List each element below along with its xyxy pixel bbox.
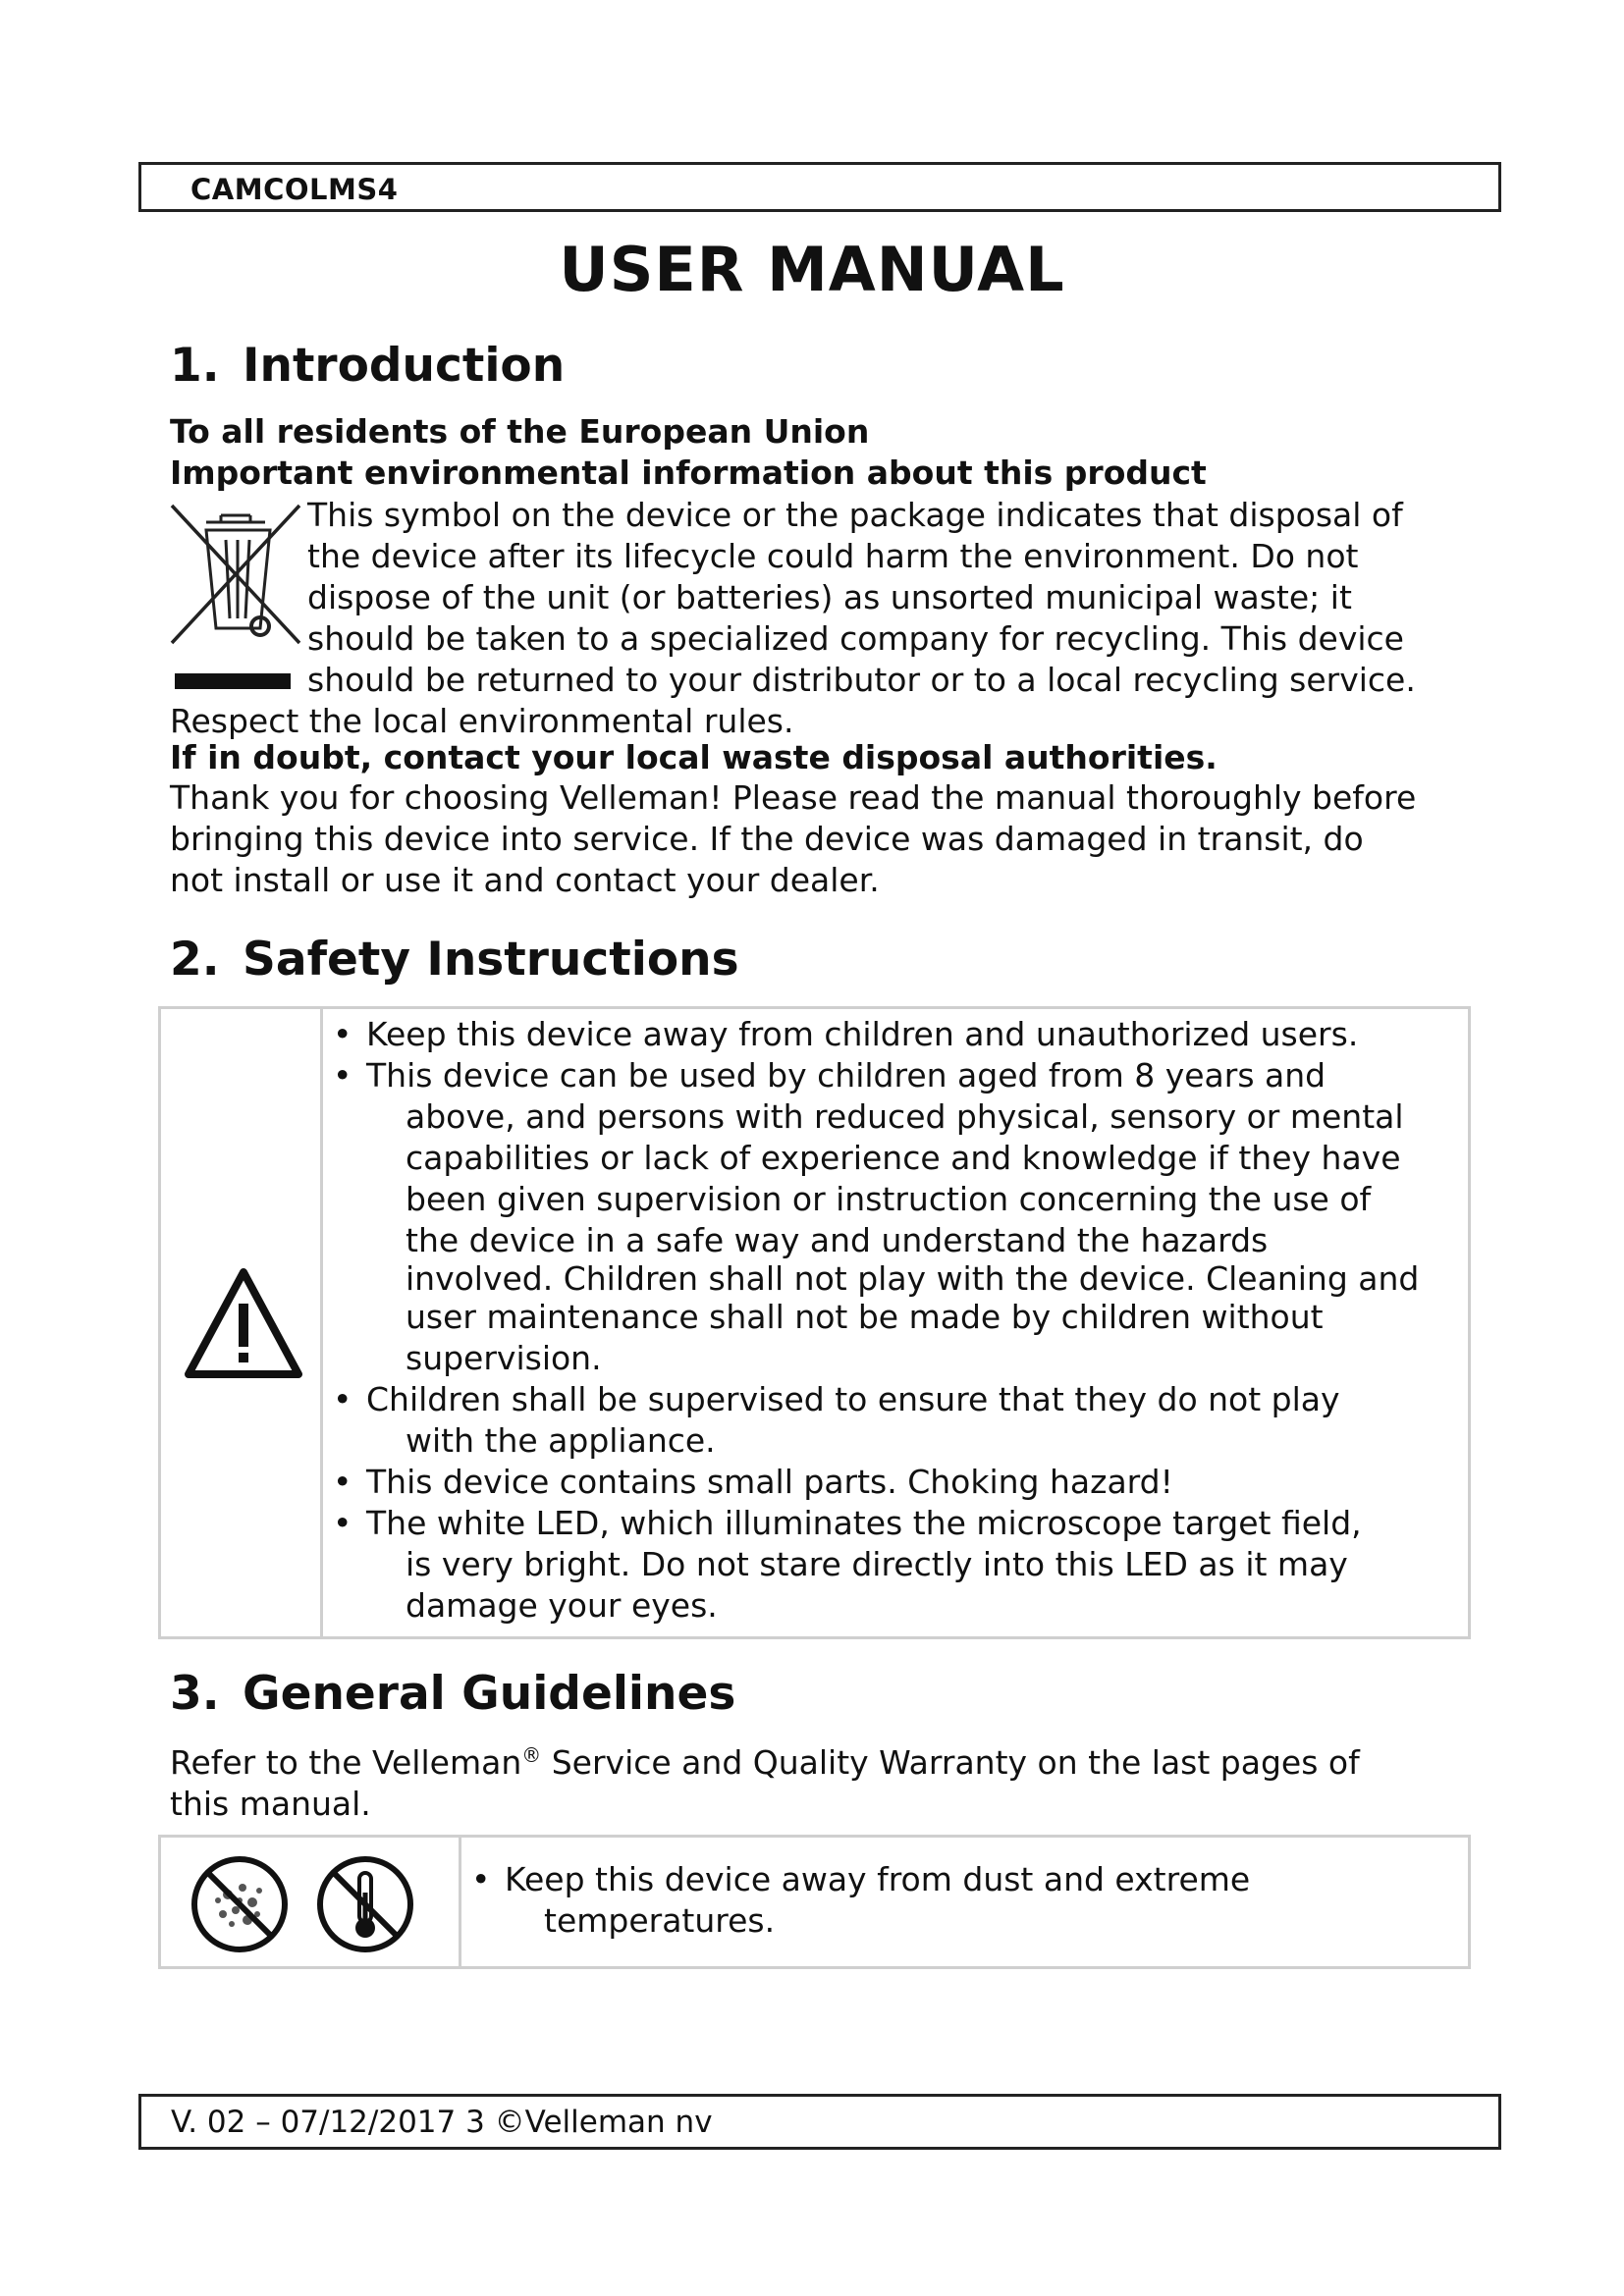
footer-box <box>138 2094 1501 2150</box>
header-box <box>138 162 1501 212</box>
footer-version: V. 02 – 07/12/2017 3 ©Velleman nv <box>171 2105 713 2140</box>
list-item: • This device can be used by children aged from 8 years and above, and persons with reduced physical, sensory or mental capabilities or lack of experience and knowledge if they have been given supervision or instruction concerning the use of the device in a safe way and understand the hazards involved. Children shall not play with the device. Cleaning and user maintenance shall not be made by children without supervision. <box>333 1056 1420 1377</box>
eu-residents-line: To all residents of the European Union <box>170 412 870 451</box>
thanks-paragraph: Thank you for choosing Velleman! Please read the manual thoroughly before bringing this device into service. If the device was damaged in transit, do not install or use it and contact your dealer. <box>170 778 1417 899</box>
guidelines-table <box>158 1835 1471 1969</box>
respect-rules-line: Respect the local environmental rules. <box>170 702 794 740</box>
model-number: CAMCOLMS4 <box>190 173 399 206</box>
safety-table <box>158 1006 1471 1639</box>
page-title: USER MANUAL <box>559 234 1065 305</box>
list-item: • Keep this device away from dust and extreme temperatures. <box>471 1860 1251 1940</box>
environmental-info-line: Important environmental information about this product <box>170 454 1207 492</box>
section-general-heading: 3. General Guidelines <box>170 1667 736 1721</box>
section-safety-heading: 2. Safety Instructions <box>170 933 739 987</box>
weee-crossed-bin-icon <box>167 501 304 697</box>
no-dust-icon <box>194 1859 285 1949</box>
weee-paragraph: This symbol on the device or the package indicates that disposal of the device after its lifecycle could harm the environment. Do not dispose of the unit (or batteries) as unsorted municipal waste; it should be taken to a specialized company for recycling. This device should be returned to your distributor or to a local recycling service. <box>307 496 1416 699</box>
warning-triangle-icon <box>183 1266 304 1382</box>
doubt-line: If in doubt, contact your local waste disposal authorities. <box>170 738 1218 776</box>
list-item: • Keep this device away from children and unauthorized users. <box>333 1015 1359 1053</box>
section-introduction-heading: 1. Introduction <box>170 339 566 393</box>
list-item: • This device contains small parts. Choking hazard! <box>333 1463 1173 1501</box>
safety-list <box>327 1014 1456 1627</box>
list-item: • Children shall be supervised to ensure that they do not play with the appliance. <box>333 1380 1340 1460</box>
list-item: • The white LED, which illuminates the microscope target field, is very bright. Do not stare directly into this LED as it may damage your eyes. <box>333 1504 1362 1625</box>
guidelines-list <box>465 1859 1447 1942</box>
warranty-paragraph: Refer to the Velleman® Service and Quality Warranty on the last pages of this manual. <box>170 1743 1360 1823</box>
no-dust-no-heat-icons <box>189 1853 434 1955</box>
no-heat-icon <box>320 1859 410 1949</box>
